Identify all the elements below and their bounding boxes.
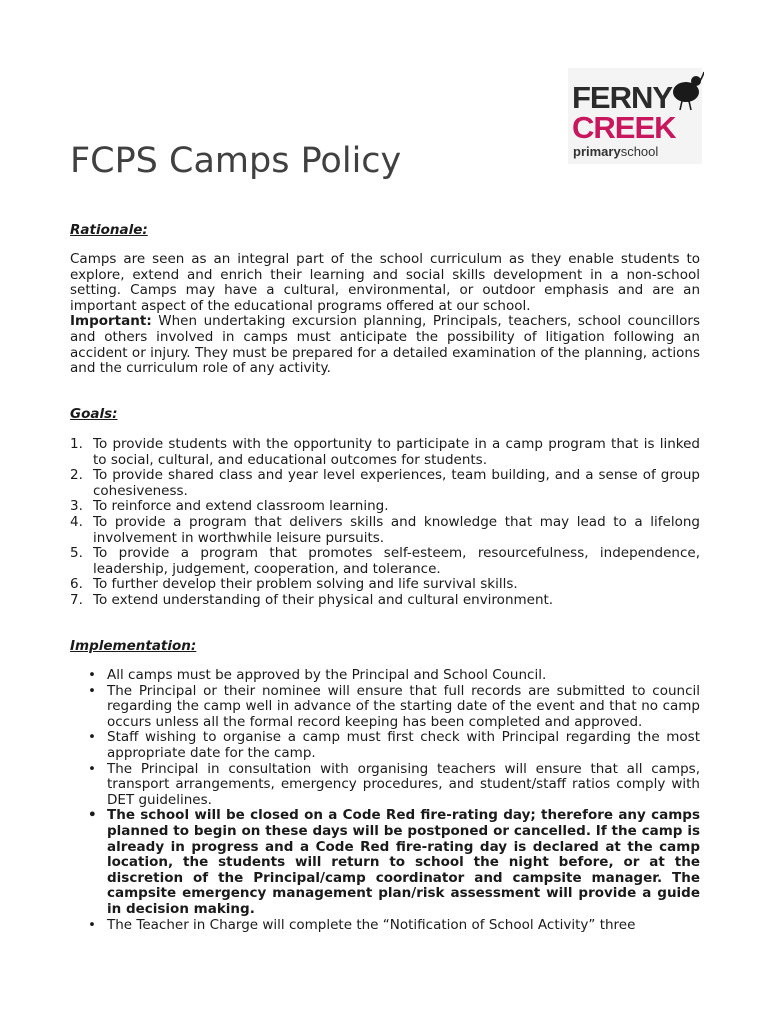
list-item: 3. To reinforce and extend classroom learning. <box>70 498 389 515</box>
goals-list <box>70 437 700 609</box>
list-item: • Staff wishing to organise a camp must first check with Principal regarding the most appropriate date for the camp. <box>88 729 700 761</box>
list-item-code-red: • The school will be closed on a Code Red fire-rating day; therefore any camps planned to begin on these days will be postponed or cancelled. If the camp is already in progress and a Code Red fire-rating day is declared at the camp location, the students will return to school the night before, or at the discretion of the Principal/camp coordinator and campsite manager. The campsite emergency management plan/risk assessment will provide a guide in decision making. <box>88 807 700 917</box>
list-item: 4. To provide a program that delivers skills and knowledge that may lead to a lifelong involvement in worthwhile leisure pursuits. <box>70 513 700 546</box>
list-item: • The Teacher in Charge will complete the “Notification of School Activity” three <box>88 916 636 933</box>
implementation-list <box>70 668 700 933</box>
page-title: FCPS Camps Policy <box>70 141 402 181</box>
list-item: • The Principal or their nominee will ensure that full records are submitted to council regarding the camp well in advance of the starting date of the event and that no camp occurs unless all the formal record keeping has been completed and approved. <box>88 682 700 730</box>
important-label: Important: <box>70 313 152 330</box>
implementation-heading: Implementation: <box>70 638 197 654</box>
rationale-text: Camps are seen as an integral part of the school curriculum as they enable students to explore, extend and enrich their learning and social skills development in a non-school setting. Camps may have a cultural, environmental, or outdoor emphasis and are an important aspect of the educational programs offered at our school. <box>70 251 700 314</box>
list-item: • All camps must be approved by the Principal and School Council. <box>88 667 547 683</box>
list-item: • The Principal in consultation with organising teachers will ensure that all camps, transport arrangements, emergency procedures, and student/staff ratios comply with DET guidelines. <box>88 760 700 808</box>
list-item: 7. To extend understanding of their physical and cultural environment. <box>70 591 554 608</box>
list-item: 6. To further develop their problem solving and life survival skills. <box>70 576 518 593</box>
list-item: 5. To provide a program that promotes self-esteem, resourcefulness, independence, leadership, judgement, cooperation, and tolerance. <box>70 545 700 577</box>
rationale-paragraph <box>70 252 700 377</box>
logo-ferny-text: FERNY <box>572 80 673 115</box>
logo-primary-school-text: primaryschool <box>573 144 659 159</box>
goals-heading: Goals: <box>70 406 118 422</box>
important-text: When undertaking excursion planning, Principals, teachers, school councillors and others involved in camps must anticipate the possibility of litigation following an accident or injury. They must be prepared for a detailed examination of the planning, actions and the curriculum role of any activity. <box>70 313 700 377</box>
school-logo <box>568 68 702 164</box>
list-item: 1. To provide students with the opportunity to participate in a camp program that is linked to social, cultural, and educational outcomes for students. <box>70 436 700 468</box>
rationale-heading: Rationale: <box>70 222 148 238</box>
logo-creek-text: CREEK <box>572 110 676 145</box>
list-item: 2. To provide shared class and year level experiences, team building, and a sense of group cohesiveness. <box>70 467 700 499</box>
kiwi-bird-icon <box>670 70 704 114</box>
